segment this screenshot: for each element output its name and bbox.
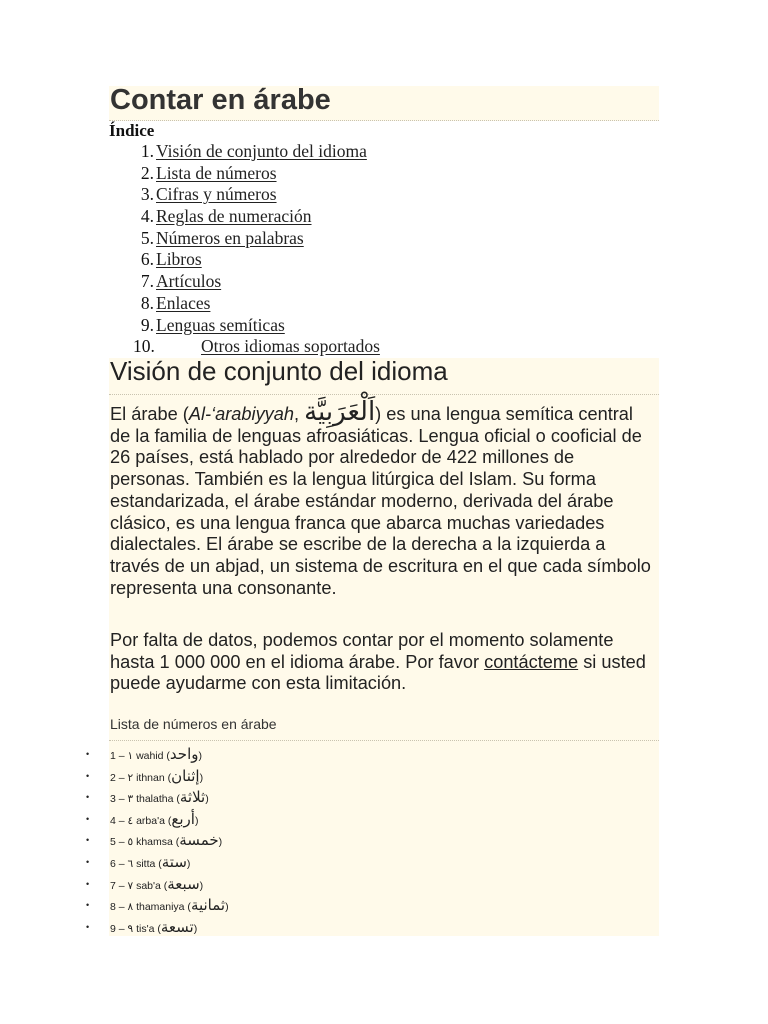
text-prefix: El árabe ( bbox=[110, 404, 189, 424]
toc-link-palabras[interactable]: Números en palabras bbox=[156, 227, 304, 248]
toc-item bbox=[109, 163, 669, 185]
toc-link-enlaces[interactable]: Enlaces bbox=[156, 292, 211, 313]
section-title: Visión de conjunto del idioma bbox=[110, 356, 448, 386]
toc-item bbox=[109, 184, 669, 206]
bullet: • bbox=[86, 878, 90, 889]
number-lead: 7 – ٧ sab'a ( bbox=[110, 879, 168, 892]
number-arabic: ثلاثة bbox=[179, 788, 206, 807]
section-divider bbox=[109, 394, 659, 395]
caption-divider bbox=[109, 740, 659, 741]
text-after: si usted puede ayudarme con esta limitación. bbox=[110, 651, 646, 694]
number-close: ) bbox=[199, 771, 204, 784]
toc-heading: Índice bbox=[109, 121, 155, 140]
number-text bbox=[110, 917, 197, 941]
toc-link-cifras[interactable]: Cifras y números bbox=[156, 184, 277, 205]
toc-number: 10. bbox=[133, 336, 155, 357]
number-arabic: إثنان bbox=[171, 766, 200, 785]
toc-link-vision[interactable]: Visión de conjunto del idioma bbox=[156, 141, 367, 161]
number-lead: 5 – ٥ khamsa ( bbox=[110, 836, 180, 849]
numbers-caption: Lista de números en árabe bbox=[110, 716, 277, 732]
number-arabic: خمسة bbox=[179, 831, 219, 850]
number-lead: 1 – ١ wahid ( bbox=[110, 750, 170, 762]
toc-number: 3. bbox=[140, 184, 154, 205]
number-lead: 4 – ٤ arba'a ( bbox=[110, 814, 172, 827]
number-text bbox=[110, 830, 222, 854]
number-text bbox=[110, 787, 209, 811]
number-arabic: واحد bbox=[169, 745, 199, 763]
number-close: ) bbox=[225, 901, 229, 914]
bullet: • bbox=[86, 792, 90, 803]
toc-link-reglas[interactable]: Reglas de numeración bbox=[156, 206, 312, 227]
number-text bbox=[110, 766, 203, 790]
bullet: • bbox=[86, 856, 90, 867]
toc-item bbox=[109, 271, 669, 293]
transliteration: Al-‘arabiyyah bbox=[188, 404, 294, 424]
toc-number: 4. bbox=[140, 206, 154, 227]
number-close: ) bbox=[199, 879, 204, 892]
toc-number: 5. bbox=[140, 227, 154, 248]
number-close: ) bbox=[198, 750, 202, 762]
number-close: ) bbox=[194, 814, 199, 827]
number-lead: 2 – ٢ ithnan ( bbox=[110, 771, 172, 784]
toc-item bbox=[109, 228, 669, 250]
toc-list bbox=[109, 141, 669, 358]
text-rest: ) es una lengua semítica central de la familia de lenguas afroasiáticas. Lengua oficial o cooficial de 26 países, está hablado por alrededor de 422 millones de personas. También es la lengua litúrgica del Islam. Su forma estandarizada, el árabe estándar moderno, derivada del árabe clásico, es una lengua franca que abarca muchas variedades dialectales. El árabe se escribe de la derecha a la izquierda a través de un abjad, un sistema de escritura en el que cada símbolo representa una consonante. bbox=[110, 404, 651, 598]
toc-number: 8. bbox=[140, 292, 154, 313]
toc-link-lista[interactable]: Lista de números bbox=[156, 162, 277, 183]
number-close: ) bbox=[193, 922, 198, 935]
toc-link-libros[interactable]: Libros bbox=[156, 249, 202, 270]
number-lead: 9 – ٩ tis'a ( bbox=[110, 922, 161, 935]
toc-item bbox=[109, 336, 669, 358]
toc-item bbox=[109, 141, 669, 163]
number-arabic: أربع bbox=[171, 809, 195, 828]
number-close: ) bbox=[205, 793, 209, 806]
toc-link-otros-idiomas[interactable]: Otros idiomas soportados bbox=[201, 336, 380, 357]
number-text bbox=[110, 744, 202, 768]
number-text bbox=[110, 809, 198, 833]
toc-item bbox=[109, 206, 669, 228]
bullet: • bbox=[86, 749, 90, 759]
number-arabic: تسعة bbox=[160, 917, 194, 936]
number-arabic: سبعة bbox=[167, 874, 200, 893]
text-comma: , bbox=[294, 404, 305, 424]
toc-number: 7. bbox=[140, 271, 154, 292]
toc-number: 1. bbox=[140, 141, 154, 161]
number-arabic: ثمانية bbox=[190, 896, 226, 915]
page-title: Contar en árabe bbox=[110, 84, 331, 116]
number-text bbox=[110, 852, 190, 876]
number-text bbox=[110, 874, 203, 898]
bullet: • bbox=[86, 770, 90, 781]
toc-item bbox=[109, 249, 669, 271]
number-lead: 3 – ٣ thalatha ( bbox=[110, 793, 180, 806]
bullet: • bbox=[86, 900, 90, 911]
toc-number: 2. bbox=[140, 162, 154, 183]
number-close: ) bbox=[218, 836, 223, 849]
contact-link[interactable]: contácteme bbox=[484, 651, 579, 672]
toc-number: 9. bbox=[140, 314, 154, 335]
toc-number: 6. bbox=[140, 249, 154, 270]
bullet: • bbox=[86, 921, 90, 932]
number-close: ) bbox=[186, 857, 191, 870]
number-lead: 6 – ٦ sitta ( bbox=[110, 857, 162, 870]
toc-link-articulos[interactable]: Artículos bbox=[156, 271, 222, 292]
text-before: Por falta de datos, podemos contar por el momento solamente hasta 1 000 000 en el idioma árabe. Por favor bbox=[110, 630, 614, 672]
number-lead: 8 – ٨ thamaniya ( bbox=[110, 901, 191, 914]
toc-link-semiticas[interactable]: Lenguas semíticas bbox=[156, 314, 285, 335]
number-arabic: ستة bbox=[161, 852, 187, 871]
bullet: • bbox=[86, 813, 90, 824]
table-of-contents bbox=[109, 121, 669, 358]
number-text bbox=[110, 895, 229, 919]
toc-item bbox=[109, 315, 669, 337]
arabic-name: اَلْعَرَبِيَّة bbox=[304, 397, 376, 427]
toc-item bbox=[109, 293, 669, 315]
overview-paragraph bbox=[110, 397, 658, 599]
bullet: • bbox=[86, 835, 90, 846]
limitation-paragraph bbox=[110, 630, 658, 695]
